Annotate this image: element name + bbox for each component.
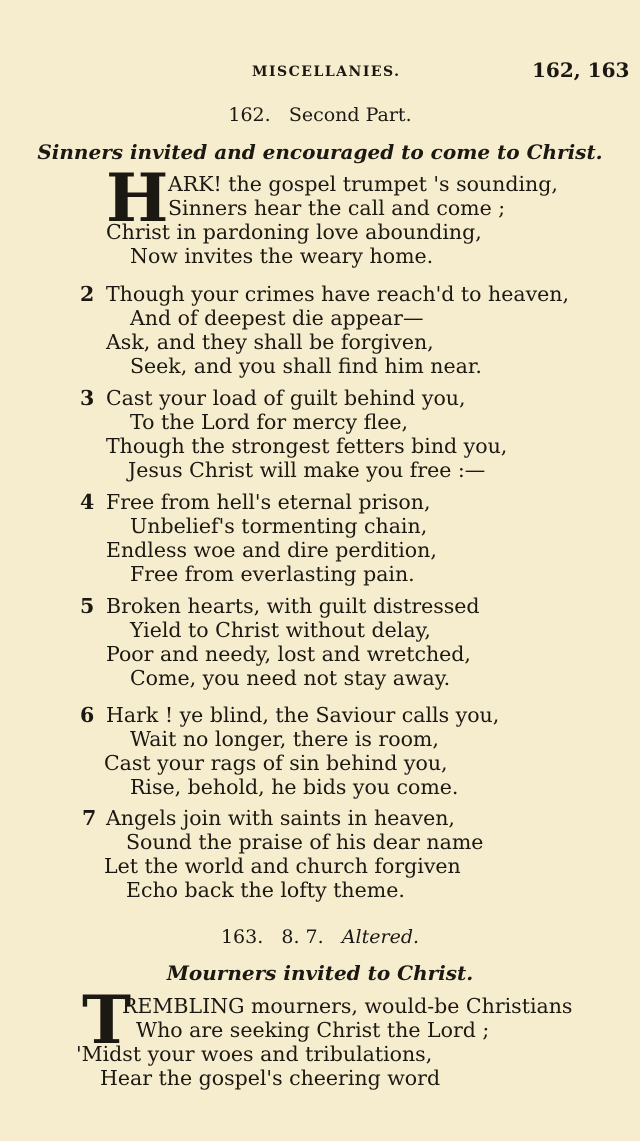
- hymn-163-number: 163.: [220, 926, 264, 948]
- running-head: [0, 58, 640, 88]
- hymn-163-l4: Hear the gospel's cheering word: [100, 1066, 441, 1090]
- hymn-162-s1-l4: Now invites the weary home.: [130, 244, 434, 268]
- stanza-7-number: 7: [82, 806, 97, 830]
- hymn-163-l1: REMBLING mourners, would-be Christians: [122, 994, 573, 1018]
- stanza-3-number: 3: [80, 386, 95, 410]
- stanza-6-number: 6: [80, 703, 95, 727]
- hymn-162-s7-l2: Sound the praise of his dear name: [126, 830, 484, 854]
- hymn-162-s4-l2: Unbelief's tormenting chain,: [130, 514, 428, 538]
- hymn-162-s6-l2: Wait no longer, there is room,: [130, 727, 439, 751]
- stanza-5-number: 5: [80, 594, 95, 618]
- hymn-162-subject: Sinners invited and encouraged to come to Christ.: [37, 140, 603, 164]
- hymn-162-s5-l1: Broken hearts, with guilt distressed: [106, 594, 480, 618]
- hymn-162-s3-l2: To the Lord for mercy flee,: [130, 410, 409, 434]
- hymn-162-heading: [0, 104, 640, 126]
- hymn-162-s5-l2: Yield to Christ without delay,: [130, 618, 431, 642]
- hymn-162-s7-l4: Echo back the lofty theme.: [126, 878, 405, 902]
- hymn-162-s2-l4: Seek, and you shall find him near.: [130, 354, 482, 378]
- stanza-2-number: 2: [80, 282, 95, 306]
- hymn-163-l3: 'Midst your woes and tribulations,: [76, 1042, 433, 1066]
- hymn-163-heading: [0, 926, 640, 948]
- hymn-162-s4-l4: Free from everlasting pain.: [130, 562, 415, 586]
- hymn-162-dropcap: H: [106, 159, 169, 237]
- hymn-162-s6-l4: Rise, behold, he bids you come.: [130, 775, 459, 799]
- hymn-162-s3-l3: Though the strongest fetters bind you,: [106, 434, 508, 458]
- hymn-162-s4-l1: Free from hell's eternal prison,: [106, 490, 431, 514]
- page-numbers: 162, 163: [532, 58, 630, 82]
- hymn-162-s7-l3: Let the world and church forgiven: [104, 854, 461, 878]
- hymn-162-s6-l3: Cast your rags of sin behind you,: [104, 751, 448, 775]
- hymn-162-s1-l3: Christ in pardoning love abounding,: [106, 220, 482, 244]
- hymn-163-dropcap: T: [82, 981, 132, 1059]
- hymn-162-number: 162.: [228, 104, 271, 126]
- hymn-162-s2-l2: And of deepest die appear—: [130, 306, 424, 330]
- hymn-163-note: Altered.: [341, 926, 420, 948]
- hymn-162-s1-l1: ARK! the gospel trumpet 's sounding,: [168, 172, 558, 196]
- hymn-162-title: Second Part.: [288, 104, 412, 126]
- hymn-163-meter: 8. 7.: [281, 926, 324, 948]
- hymn-162-s2-l3: Ask, and they shall be forgiven,: [106, 330, 434, 354]
- running-head-title: MISCELLANIES.: [252, 64, 401, 80]
- hymn-162-s6-l1: Hark ! ye blind, the Saviour calls you,: [106, 703, 500, 727]
- hymn-162-s5-l3: Poor and needy, lost and wretched,: [106, 642, 471, 666]
- hymn-162-s1-l2: Sinners hear the call and come ;: [168, 196, 506, 220]
- hymn-162-s3-l1: Cast your load of guilt behind you,: [106, 386, 466, 410]
- hymn-163-subject: Mourners invited to Christ.: [166, 961, 474, 985]
- hymn-162-s7-l1: Angels join with saints in heaven,: [106, 806, 455, 830]
- hymn-162-s2-l1: Though your crimes have reach'd to heaven,: [106, 282, 570, 306]
- hymn-162-s5-l4: Come, you need not stay away.: [130, 666, 451, 690]
- hymn-162-s4-l3: Endless woe and dire perdition,: [106, 538, 437, 562]
- hymn-162-s3-l4: Jesus Christ will make you free :—: [128, 458, 486, 482]
- hymn-163-l2: Who are seeking Christ the Lord ;: [136, 1018, 490, 1042]
- stanza-4-number: 4: [80, 490, 95, 514]
